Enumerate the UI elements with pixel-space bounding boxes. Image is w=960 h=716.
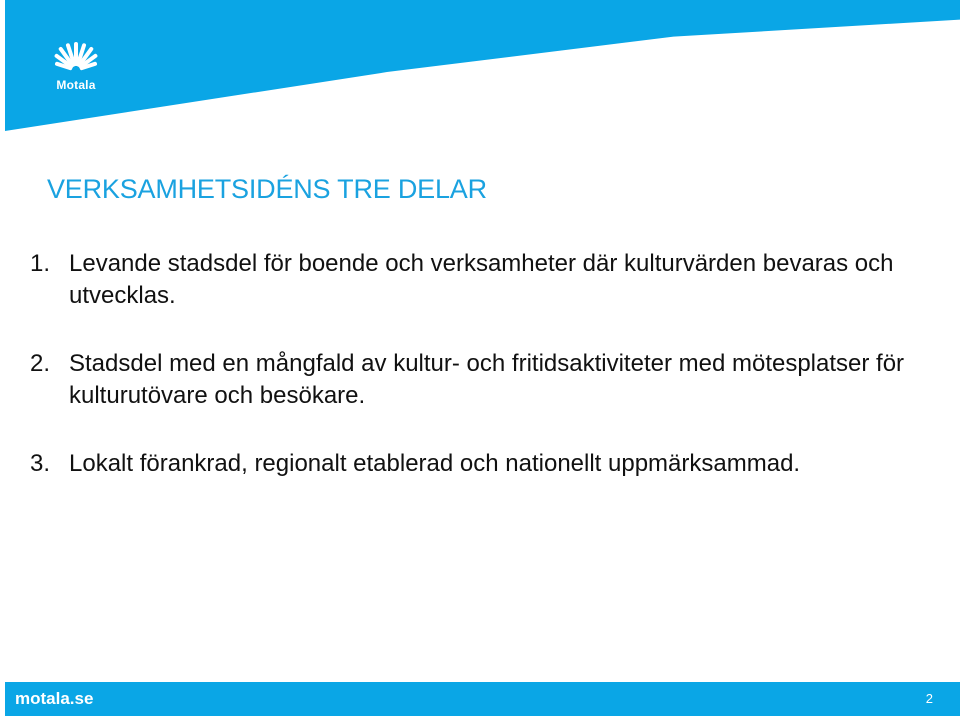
header-band: [5, 0, 960, 131]
list-item: [30, 248, 930, 312]
list-item-number: 3.: [30, 450, 51, 477]
page-number: 2: [925, 691, 933, 706]
list-item: [30, 448, 930, 480]
list-item: [30, 348, 930, 412]
footer-site-name: motala.se: [15, 689, 94, 708]
list-item-number: 1.: [30, 250, 51, 277]
motala-logo: [40, 40, 112, 96]
list-item-text: Lokalt förankrad, regionalt etablerad och nationellt uppmärksammad.: [69, 450, 801, 477]
logo-text: Motala: [56, 78, 96, 92]
list-item-text: Levande stadsdel för boende och verksamheter där kulturvärden bevaras och utvecklas.: [69, 250, 894, 309]
list-item-number: 2.: [30, 350, 51, 377]
slide-title: VERKSAMHETSIDÉNS TRE DELAR: [47, 174, 487, 204]
footer-bar: [5, 682, 960, 716]
list-item-text: Stadsdel med en mångfald av kultur- och fritidsaktiviteter med mötesplatser för kulturutövare och besökare.: [69, 350, 905, 409]
numbered-list: [30, 248, 930, 480]
motala-fan-icon: [40, 40, 112, 80]
